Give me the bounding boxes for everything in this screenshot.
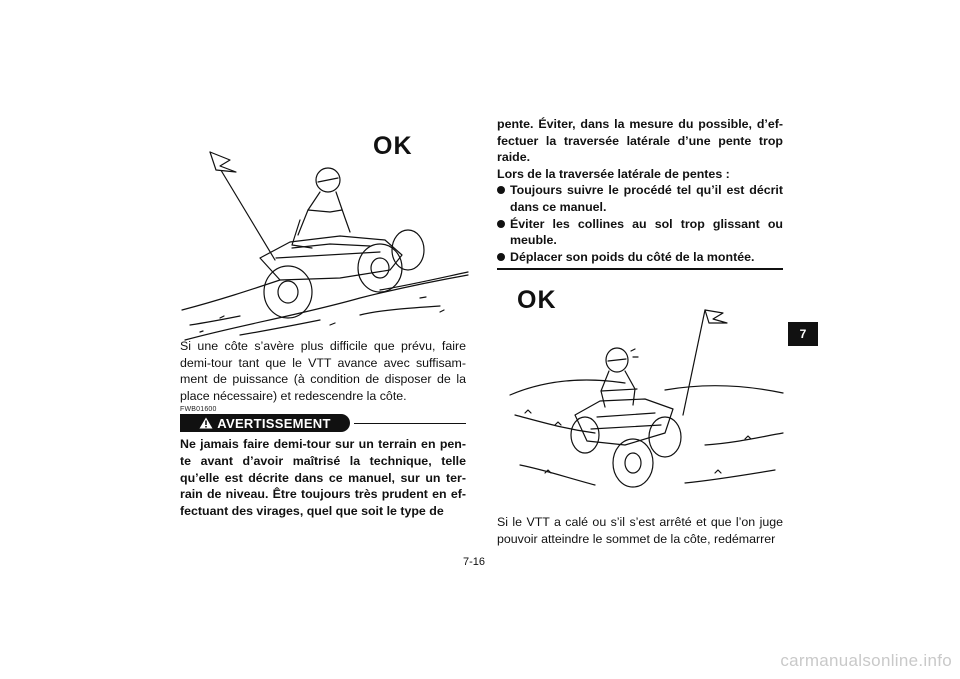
list-item: Déplacer son poids du côté de la montée.: [497, 249, 783, 266]
warning-code: FWB01600: [180, 406, 217, 414]
bullet-dot-icon: [497, 186, 505, 194]
chapter-tab: 7: [788, 322, 818, 346]
ok-label-left: OK: [373, 132, 413, 160]
warning-header: [180, 414, 466, 432]
warning-header-rule: [354, 423, 466, 424]
atv-uphill-illustration: [180, 140, 470, 345]
warning-label: AVERTISSEMENT: [217, 415, 331, 431]
warning-end-rule: [497, 268, 783, 270]
left-paragraph: Si une côte s’avère plus difficile que prévu, faire demi-tour tant que le VTT avance avec suffisam-ment de puissance (à condition de disposer de la place nécessaire) et redescendre la côte.: [180, 339, 466, 403]
list-item: Éviter les collines au sol trop glissant ou meuble.: [497, 216, 783, 249]
warning-badge: [180, 414, 350, 432]
list-item: Toujours suivre le procédé tel qu’il est décrit dans ce manuel.: [497, 182, 783, 215]
list-intro: Lors de la traversée latérale de pentes :: [497, 166, 730, 181]
bullet-dot-icon: [497, 253, 505, 261]
page-number: 7-16: [463, 556, 486, 568]
bullet-dot-icon: [497, 220, 505, 228]
atv-traverse-illustration: [505, 305, 785, 505]
warning-text-continued: pente. Éviter, dans la mesure du possible, d’ef-fectuer la traversée latérale d’une pente trop raide.: [497, 117, 783, 165]
ok-label-right: OK: [517, 286, 557, 314]
left-column: [180, 338, 466, 519]
warning-text: Ne jamais faire demi-tour sur un terrain en pen-te avant d’avoir maîtrisé la technique, telle qu’elle est décrite dans ce manuel, sur un ter-rain de niveau. Être toujours très prudent en ef-fectuant des virages, quel que soit le type de: [180, 437, 466, 518]
right-paragraph: Si le VTT a calé ou s’il s’est arrêté et que l’on juge pouvoir atteindre le sommet de la côte, redémarrer: [497, 515, 783, 546]
right-column-bottom: [497, 514, 783, 547]
warning-triangle-icon: [199, 417, 213, 429]
watermark: carmanualsonline.info: [780, 651, 952, 670]
warning-bullet-list: [497, 182, 783, 265]
right-column: [497, 116, 783, 270]
